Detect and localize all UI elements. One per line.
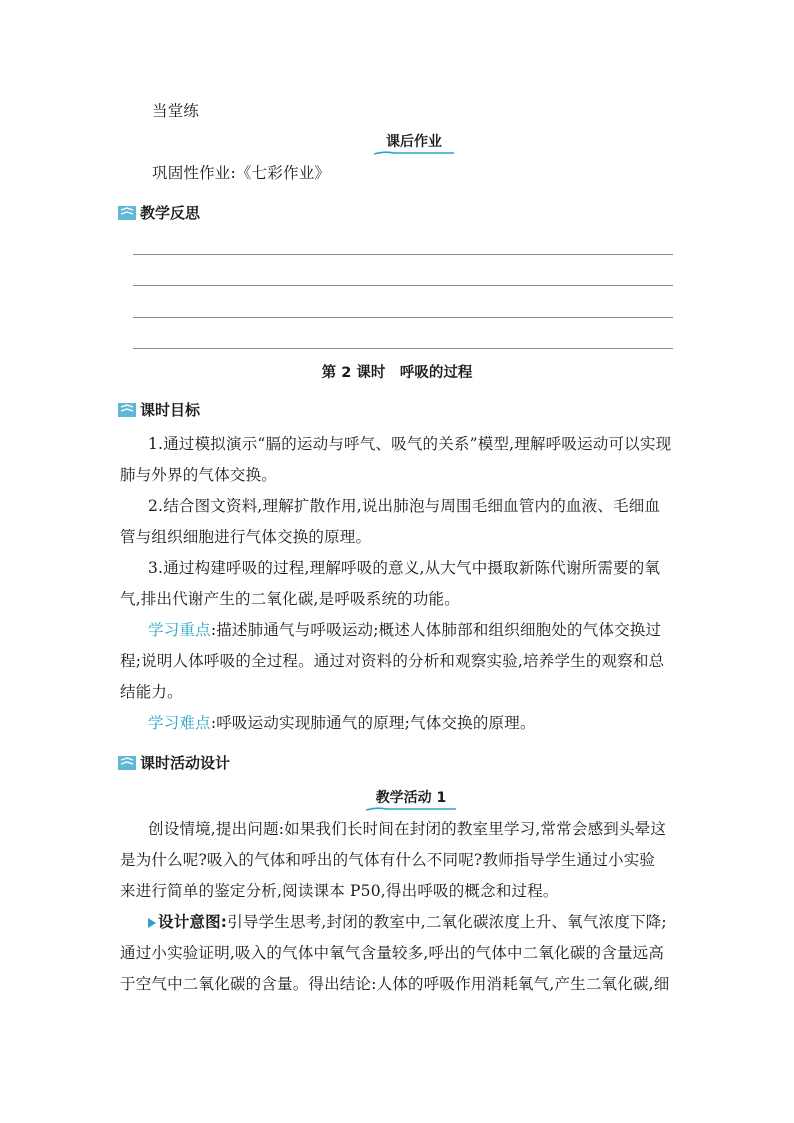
writing-line-1 <box>133 254 673 255</box>
writing-line-2 <box>133 285 673 286</box>
goal-3-line-2: 气,排出代谢产生的二氧化碳,是呼吸系统的功能。 <box>120 590 460 608</box>
goal-3-line-1: 3.通过构建呼吸的过程,理解呼吸的意义,从大气中摄取新陈代谢所需要的氧 <box>148 559 661 577</box>
activity-line-3: 来进行简单的鉴定分析,阅读课本 P50,得出呼吸的概念和过程。 <box>120 882 559 900</box>
homework-tag-text: 课后作业 <box>386 134 442 150</box>
book-icon <box>118 755 136 771</box>
goals-heading-text: 课时目标 <box>140 401 201 419</box>
tag-underline <box>366 807 456 811</box>
book-icon <box>118 402 136 418</box>
key-points-line-1 <box>120 615 680 646</box>
homework-text: 巩固性作业:《七彩作业》 <box>152 164 331 182</box>
activity-line-2: 是为什么呢?吸入的气体和呼出的气体有什么不同呢?教师指导学生通过小实验 <box>120 851 656 869</box>
goal-1-line-1: 1.通过模拟演示“膈的运动与呼气、吸气的关系”模型,理解呼吸运动可以实现 <box>148 435 672 453</box>
activity-tag-text: 教学活动 1 <box>375 790 447 806</box>
difficulty-line <box>120 708 680 739</box>
design-line-3: 于空气中二氧化碳的含量。得出结论:人体的呼吸作用消耗氧气,产生二氧化碳,细 <box>120 975 670 993</box>
key-points-text-1: :描述肺通气与呼吸运动;概述人体肺部和组织细胞处的气体交换过 <box>210 621 662 639</box>
activity-tag <box>366 787 456 811</box>
book-icon <box>118 205 136 221</box>
activity-paragraph <box>120 814 680 1000</box>
activity-heading-text: 课时活动设计 <box>140 754 231 772</box>
writing-line-4 <box>133 348 673 349</box>
key-points-label: 学习重点 <box>148 621 211 639</box>
writing-line-3 <box>133 317 673 318</box>
key-points-line-2: 程;说明人体呼吸的全过程。通过对资料的分析和观察实验,培养学生的观察和总 <box>120 652 665 670</box>
goal-1-line-2: 肺与外界的气体交换。 <box>120 466 278 484</box>
triangle-icon <box>148 918 156 928</box>
tag-underline <box>374 151 454 155</box>
design-line-2: 通过小实验证明,吸入的气体中氧气含量较多,呼出的气体中二氧化碳的含量远高 <box>120 944 665 962</box>
design-label: 设计意图: <box>158 913 228 931</box>
goals-list <box>120 429 680 739</box>
goal-2-line-2: 管与组织细胞进行气体交换的原理。 <box>120 528 372 546</box>
key-points-line-3: 结能力。 <box>120 683 183 701</box>
practice-label: 当堂练 <box>152 102 200 120</box>
design-text-1: 引导学生思考,封闭的教室中,二氧化碳浓度上升、氧气浓度下降; <box>227 913 667 931</box>
activity-line-1: 创设情境,提出问题:如果我们长时间在封闭的教室里学习,常常会感到头晕这 <box>148 820 667 838</box>
reflection-heading <box>118 202 200 223</box>
difficulty-text: :呼吸运动实现肺通气的原理;气体交换的原理。 <box>210 714 536 732</box>
homework-tag <box>374 131 454 155</box>
activity-heading <box>118 752 230 773</box>
reflection-heading-text: 教学反思 <box>140 204 201 222</box>
design-line-1 <box>120 907 680 938</box>
lesson-title: 第 2 课时 呼吸的过程 <box>321 365 473 381</box>
goal-2-line-1: 2.结合图文资料,理解扩散作用,说出肺泡与周围毛细血管内的血液、毛细血 <box>148 497 661 515</box>
difficulty-label: 学习难点 <box>148 714 211 732</box>
goals-heading <box>118 399 200 420</box>
